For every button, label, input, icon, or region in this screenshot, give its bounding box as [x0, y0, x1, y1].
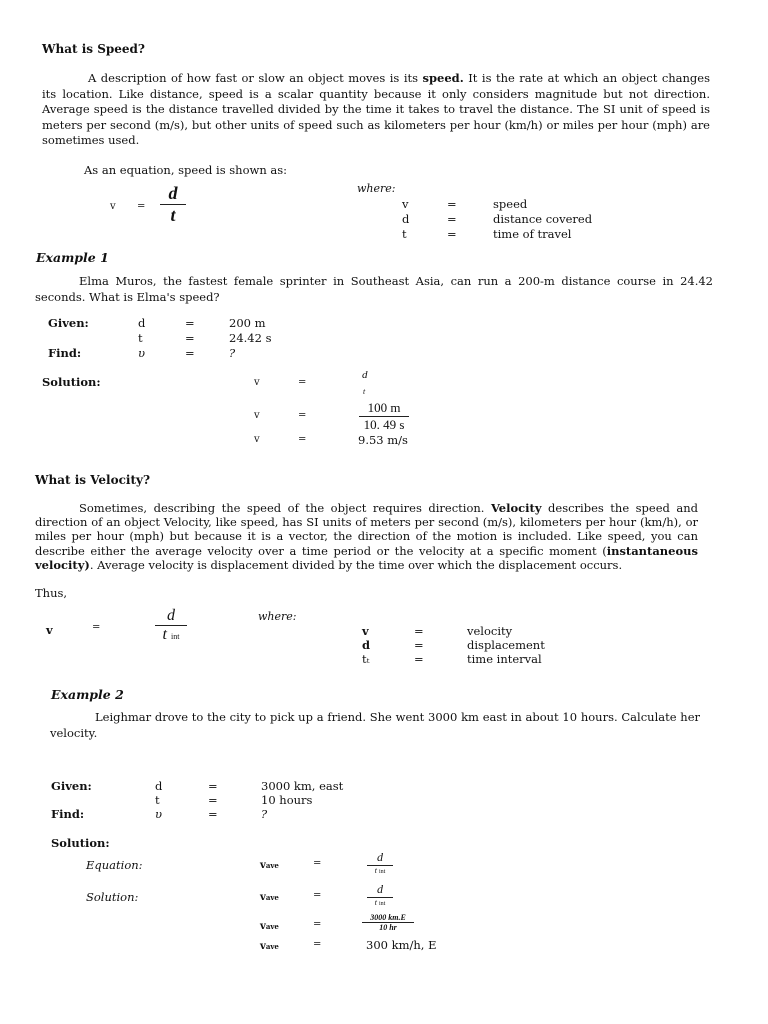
denominator: t: [374, 866, 377, 875]
step-equals: =: [313, 919, 322, 930]
given-equals: =: [185, 331, 195, 345]
lhs-subscript: ave: [265, 922, 279, 931]
where-label: where:: [258, 610, 297, 623]
speed-fraction: [160, 183, 186, 226]
step-equals: =: [313, 858, 322, 869]
step-lhs: v: [254, 410, 260, 421]
def-equals: =: [447, 212, 457, 226]
text: . Average velocity is displacement divided by the time over which the displacement occurs.: [89, 557, 623, 572]
find-value: ?: [261, 807, 268, 821]
def-symbol: v: [402, 197, 409, 211]
lhs-subscript: ave: [265, 861, 279, 870]
denominator: 10 hr: [379, 923, 397, 932]
step-fraction: [367, 882, 393, 907]
numerator: d: [367, 882, 393, 898]
def-symbol: d: [362, 638, 371, 652]
find-equals: =: [208, 807, 218, 821]
denominator: t: [162, 626, 167, 643]
step-lhs: v: [254, 377, 260, 388]
lhs-symbol: v: [260, 921, 266, 932]
def-equals: =: [447, 227, 457, 241]
given-value: 24.42 s: [229, 331, 272, 345]
text: Sometimes, describing the speed of the object requires direction.: [79, 501, 491, 515]
step-result: 300 km/h, E: [366, 938, 437, 952]
step-lhs: [260, 921, 279, 932]
text: describes the speed and direction of an object Velocity, like speed, has SI units of meters per second (m/s), kilometers per hour (km/h), or miles per hour (mph) but because it is a vector, the direction of the motion is included. Like speed, you can describe either the average velocity over a time period or the velocity at a specific moment (: [35, 501, 698, 558]
solution-sub-label: Solution:: [86, 890, 139, 904]
step-equals: =: [298, 410, 307, 421]
given-equals: =: [208, 779, 218, 793]
def-equals: =: [447, 197, 457, 211]
eq-equals: =: [137, 201, 146, 212]
example1-problem: Elma Muros, the fastest female sprinter in Southeast Asia, can run a 200-m distance course in 24.42 seconds. What is Elma's speed?: [35, 274, 713, 304]
given-label: Given:: [51, 779, 92, 793]
bold-term: Velocity: [490, 501, 542, 515]
given-symbol: t: [138, 331, 143, 345]
equation-label: Equation:: [86, 858, 143, 872]
def-symbol: t: [402, 227, 407, 241]
denominator-subscript: int: [171, 632, 180, 641]
step-equals: =: [298, 377, 307, 388]
step-fraction: [359, 400, 409, 433]
given-symbol: t: [155, 793, 160, 807]
given-symbol: d: [138, 316, 146, 330]
lhs-symbol: v: [260, 892, 266, 903]
speed-heading: What is Speed?: [42, 42, 145, 56]
bold-term: speed.: [422, 71, 464, 85]
def-equals: =: [414, 638, 424, 652]
def-description: speed: [493, 197, 528, 211]
denominator: t: [374, 898, 377, 907]
given-value: 3000 km, east: [261, 779, 344, 793]
find-symbol: υ: [138, 346, 145, 360]
numerator: d: [155, 607, 187, 626]
step-result: 9.53 m/s: [358, 433, 408, 447]
numerator: d: [160, 183, 186, 205]
bold-term: instantaneous velocity): [35, 543, 698, 572]
step-fraction: [362, 913, 414, 932]
example2-problem: Leighmar drove to the city to pick up a friend. She went 3000 km east in about 10 hours. Calculate her velocity.: [50, 710, 700, 740]
numerator: d: [367, 850, 393, 866]
def-symbol: v: [362, 624, 369, 638]
thus-label: Thus,: [35, 586, 68, 600]
text: A description of how fast or slow an object moves is its: [88, 71, 423, 85]
lhs-subscript: ave: [265, 942, 279, 951]
find-label: Find:: [48, 346, 82, 360]
given-value: 200 m: [229, 316, 266, 330]
velocity-heading: What is Velocity?: [35, 473, 151, 487]
solution-label: Solution:: [42, 375, 101, 389]
def-equals: =: [414, 624, 424, 638]
lhs-subscript: ave: [265, 893, 279, 902]
step-equals: =: [313, 939, 322, 950]
step-equals: =: [298, 434, 307, 445]
velocity-fraction: [155, 607, 187, 644]
denominator: 10. 49 s: [363, 417, 405, 432]
given-symbol: d: [155, 779, 163, 793]
eq-lhs: v: [46, 623, 53, 637]
step-lhs: [260, 892, 279, 903]
step-equals: =: [313, 890, 322, 901]
def-equals: =: [414, 652, 424, 666]
def-symbol: tₜ: [362, 652, 370, 666]
def-description: displacement: [467, 638, 545, 652]
find-label: Find:: [51, 807, 85, 821]
given-label: Given:: [48, 316, 89, 330]
solution-label: Solution:: [51, 836, 110, 850]
text: It is the rate at which an object changes its location. Like distance, speed is a scalar quantity because it only considers magnitude but not direction. Average speed is the distance travelled divided by the time it takes to travel the distance. The SI unit of speed is meters per second (m/s), but other units of speed such as kilometers per hour (km/h) or miles per hour (mph) are sometimes used.: [42, 71, 710, 147]
lhs-symbol: v: [260, 941, 266, 952]
numerator: 100 m: [359, 400, 409, 417]
speed-paragraph: [42, 71, 710, 149]
def-description: velocity: [467, 624, 513, 638]
given-value: 10 hours: [261, 793, 313, 807]
def-description: distance covered: [493, 212, 593, 226]
example2-title: Example 2: [51, 687, 124, 702]
find-equals: =: [185, 346, 195, 360]
given-equals: =: [208, 793, 218, 807]
denominator: t: [170, 205, 176, 225]
example1-title: Example 1: [36, 250, 109, 265]
equation-intro: As an equation, speed is shown as:: [84, 163, 288, 177]
given-equals: =: [185, 316, 195, 330]
def-symbol: d: [402, 212, 410, 226]
eq-equals: =: [92, 622, 101, 633]
denominator-subscript: int: [378, 869, 386, 875]
step-denominator: t: [363, 387, 366, 396]
where-label: where:: [357, 182, 396, 195]
step-numerator: d: [362, 369, 368, 381]
def-description: time interval: [467, 652, 542, 666]
find-value: ?: [229, 346, 236, 360]
step-lhs: [260, 941, 279, 952]
denominator-subscript: int: [378, 901, 386, 907]
lhs-symbol: v: [260, 860, 266, 871]
step-lhs: [260, 860, 279, 871]
find-symbol: υ: [155, 807, 162, 821]
step-lhs: v: [254, 434, 260, 445]
velocity-paragraph: [35, 501, 698, 572]
numerator: 3000 km.E: [362, 913, 414, 923]
eq-lhs: v: [110, 201, 116, 212]
def-description: time of travel: [493, 227, 572, 241]
step-fraction: [367, 850, 393, 875]
